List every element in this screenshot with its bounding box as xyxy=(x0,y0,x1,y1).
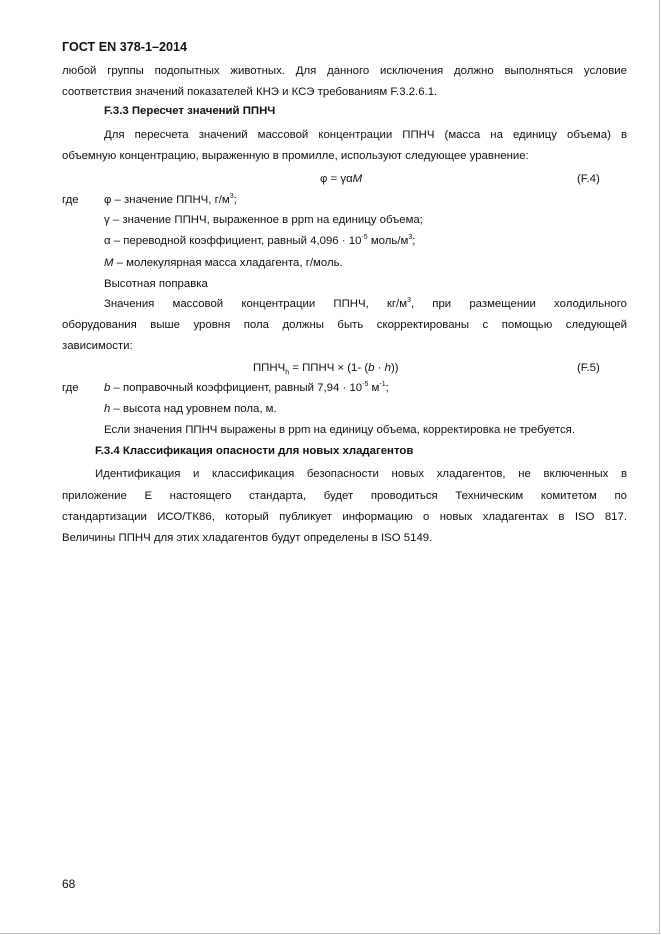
definition-alpha xyxy=(104,234,415,248)
equation-text: φ = γα xyxy=(320,173,353,185)
superscript: 3 xyxy=(407,297,411,305)
paragraph-line: стандартизации ИСО/ТК86, который публикует информацию о новых хладагентах в ISO 817. xyxy=(62,511,627,523)
equation-f4 xyxy=(320,172,362,186)
intro-line-2: соответствия значений показателей КНЭ и КСЭ требованиям F.3.2.6.1. xyxy=(62,86,438,98)
section-number: F.3.3 xyxy=(104,105,129,117)
paragraph-line: объемную концентрацию, выраженную в промилле, используют следующее уравнение: xyxy=(62,150,529,162)
definition-text: α – переводной коэффициент, равный 4,096 · 10 xyxy=(104,235,362,247)
intro-line-1: любой группы подопытных животных. Для данного исключения должно выполняться условие xyxy=(62,65,627,77)
definition-text: – поправочный коэффициент, равный 7,94 · 10 xyxy=(110,382,363,394)
superscript: -5 xyxy=(362,381,369,389)
subheading-altitude: Высотная поправка xyxy=(104,278,208,290)
paragraph-text: Значения массовой концентрации ППНЧ, кг/м xyxy=(104,298,408,310)
definition-var: h xyxy=(104,403,111,415)
where-label: где xyxy=(62,382,79,394)
superscript: -5 xyxy=(361,234,368,242)
note-ppm: Если значения ППНЧ выражены в ppm на единицу объема, корректировка не требуется. xyxy=(104,424,576,436)
paragraph-line: Для пересчета значений массовой концентрации ППНЧ (масса на единицу объема) в xyxy=(104,129,627,141)
section-number: F.3.4 xyxy=(95,445,120,457)
paragraph-text: , при размещении холодильного xyxy=(410,298,628,310)
superscript: 3 xyxy=(229,193,234,201)
subscript: h xyxy=(285,369,290,377)
paragraph-line xyxy=(104,297,627,311)
definition-text: ; xyxy=(233,194,237,206)
superscript: -1 xyxy=(379,381,386,389)
definition-var: b xyxy=(104,382,111,394)
paragraph-line: приложение Е настоящего стандарта, будет проводиться Техническим комитетом по xyxy=(62,490,627,502)
equation-number: (F.4) xyxy=(577,173,600,185)
equation-text: ППНЧ xyxy=(253,362,286,374)
equation-text: )) xyxy=(390,362,399,374)
paragraph-line: Величины ППНЧ для этих хладагентов будут определены в ISO 5149. xyxy=(62,532,433,544)
section-heading-f33 xyxy=(104,104,275,118)
page-number: 68 xyxy=(62,877,76,891)
definition-gamma: γ – значение ППНЧ, выраженное в ppm на единицу объема; xyxy=(104,214,423,226)
paragraph-line: Идентификация и классификация безопасности новых хладагентов, не включенных в xyxy=(95,468,627,480)
definition-text: – молекулярная масса хладагента, г/моль. xyxy=(113,257,343,269)
definition-text: моль/м xyxy=(367,235,409,247)
superscript: 3 xyxy=(408,234,413,242)
equation-text: · xyxy=(374,362,385,374)
definition-m xyxy=(104,256,343,270)
section-title: Пересчет значений ППНЧ xyxy=(131,105,276,117)
equation-var: M xyxy=(352,173,363,185)
equation-number: (F.5) xyxy=(577,362,600,374)
definition-text: м xyxy=(368,382,380,394)
definition-var: M xyxy=(104,257,114,269)
equation-f5 xyxy=(253,361,399,375)
equation-var: b xyxy=(368,362,375,374)
definition-phi xyxy=(104,193,237,207)
definition-text: ; xyxy=(385,382,389,394)
where-label: где xyxy=(62,194,79,206)
page-header: ГОСТ EN 378-1–2014 xyxy=(62,40,187,54)
section-heading-f34 xyxy=(95,444,413,458)
definition-h xyxy=(104,402,277,416)
section-title: Классификация опасности для новых хладагентов xyxy=(122,445,414,457)
paragraph-line: оборудования выше уровня пола должны быть скорректированы с помощью следующей xyxy=(62,319,627,331)
equation-text: = ППНЧ × (1- ( xyxy=(289,362,369,374)
paragraph-line: зависимости: xyxy=(62,340,133,352)
definition-text: φ – значение ППНЧ, г/м xyxy=(104,194,230,206)
definition-text: ; xyxy=(412,235,416,247)
equation-var: h xyxy=(384,362,391,374)
definition-text: – высота над уровнем пола, м. xyxy=(110,403,277,415)
definition-b xyxy=(104,381,389,395)
